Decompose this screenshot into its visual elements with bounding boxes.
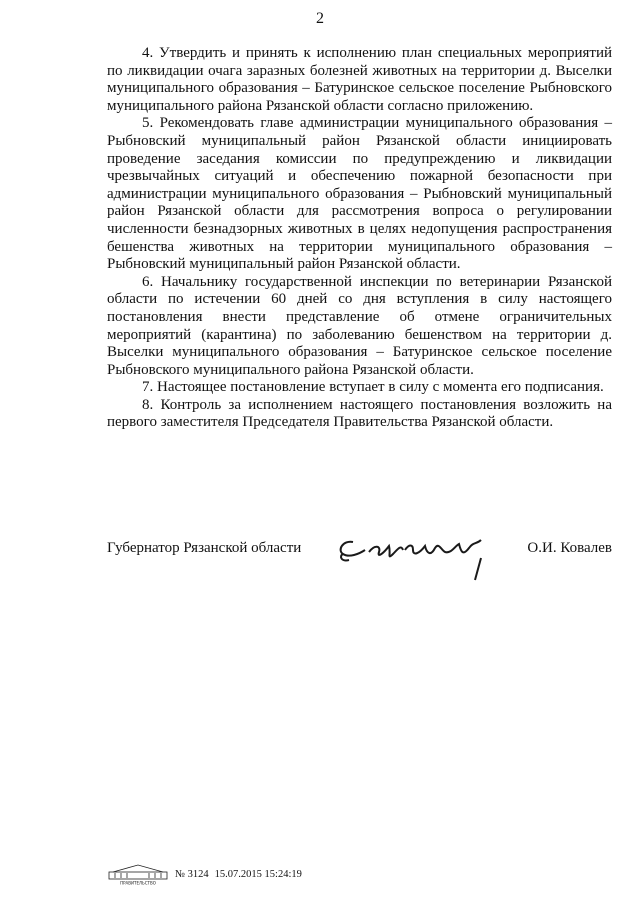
svg-text:ПРАВИТЕЛЬСТВО: ПРАВИТЕЛЬСТВО [120, 880, 156, 886]
handwritten-signature [335, 532, 505, 594]
registration-footer [107, 862, 302, 886]
signer-name: О.И. Ковалев [527, 540, 612, 556]
document-body [107, 45, 612, 432]
page-number: 2 [316, 10, 324, 27]
signer-title: Губернатор Рязанской области [107, 540, 302, 556]
paragraph-4: 4. Утвердить и принять к исполнению план специальных мероприятий по ликвидации очага заразных болезней животных на территории д. Выселки муниципального образования – Батуринское сельское поселение Рыбновского муниципального района Рязанской области согласно приложению. [107, 45, 612, 114]
paragraph-6: 6. Начальнику государственной инспекции по ветеринарии Рязанской области по истечении 60 дней со дня вступления в силу настоящего постановления внести представление об отмене ограничительных мероприятий (карантина) по заболеванию бешенством на территории д. Выселки муниципального образования – Батуринское сельское поселение Рыбновского муниципального района Рязанской области. [107, 273, 612, 378]
paragraph-5: 5. Рекомендовать главе администрации муниципального образования – Рыбновский муниципальный район Рязанской области инициировать проведение заседания комиссии по предупреждению и ликвидации чрезвычайных ситуаций и обеспечению пожарной безопасности при администрации муниципального образования – Рыбновский муниципальный район Рязанской области для рассмотрения вопроса о регулировании численности безнадзорных животных в целях недопущения распространения бешенства животных на территории муниципального образования – Рыбновский муниципальный район Рязанской области. [107, 115, 612, 273]
paragraph-7: 7. Настоящее постановление вступает в силу с момента его подписания. [142, 379, 604, 396]
signature-block [107, 538, 612, 598]
paragraph-8: 8. Контроль за исполнением настоящего постановления возложить на первого заместителя Председателя Правительства Рязанской области. [107, 396, 612, 431]
government-building-icon [107, 862, 169, 886]
registration-datetime: 15.07.2015 15:24:19 [214, 868, 302, 880]
registration-number: № 3124 [175, 868, 209, 880]
